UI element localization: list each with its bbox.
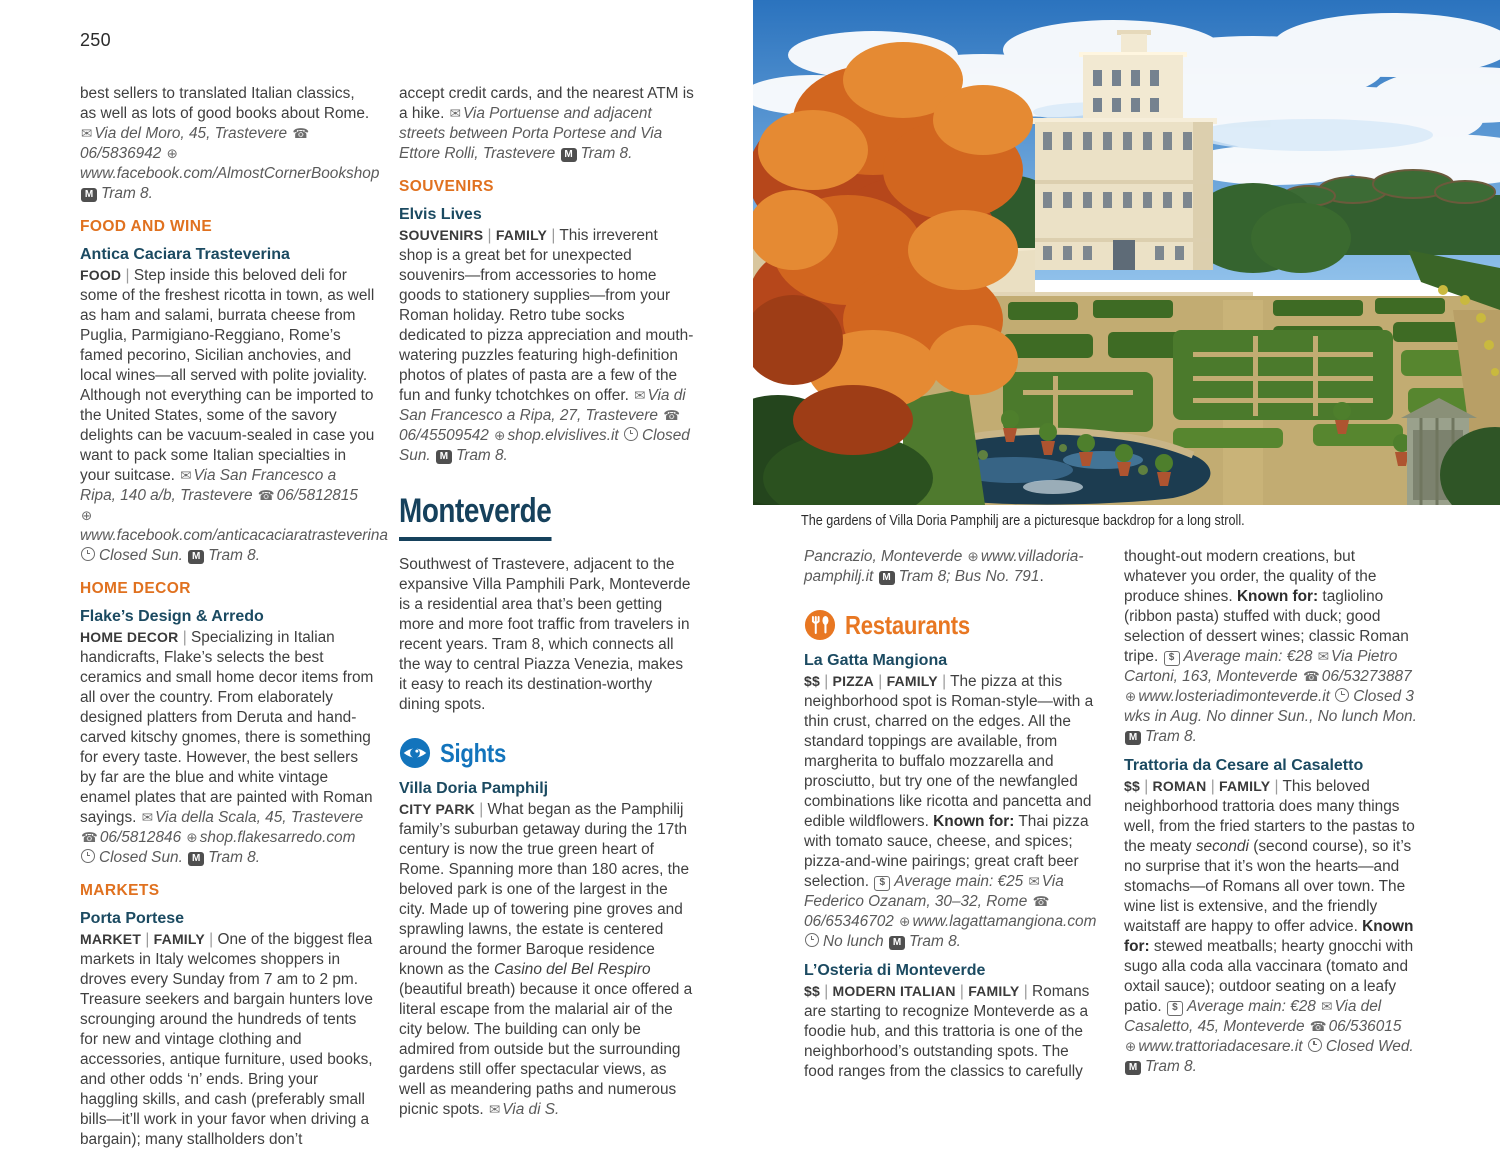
price-icon: $ <box>1164 651 1180 666</box>
text-run: Tram 8. <box>580 145 633 162</box>
text-run: 06/5812815 <box>276 487 358 504</box>
text-run: Via di S. <box>502 1101 560 1118</box>
category-heading: HOME DECOR <box>80 580 191 597</box>
text-run: Via di San Francesco a Ripa, 27, Trastevere <box>399 387 686 424</box>
address-icon: ✉ <box>1321 999 1333 1015</box>
website-icon: ⊕ <box>1125 689 1137 705</box>
text-run: Pancrazio, Monteverde <box>804 548 967 565</box>
text-run: $$ <box>1124 778 1140 794</box>
text-run: The pizza at this neighborhood spot is Roman-style—with a thin crust, charred on the edges. All the standard toppings are available, from margherita to buffalo mozzarella and prosciutto, but try one of the newfangled combinations like ricotta and pancetta and edible wildflowers. <box>804 673 1094 830</box>
metro-icon: M <box>188 852 204 866</box>
text-run: This beloved neighborhood trattoria does many things well, from the fried starters to the pastas to the meaty <box>1124 778 1415 855</box>
text-run: www.facebook.com/anticacaciaratrasteverina <box>80 527 388 544</box>
address-icon: ✉ <box>488 1102 501 1118</box>
text-run: www.facebook.com/AlmostCornerBookshop <box>80 165 380 182</box>
closed-icon <box>805 933 819 947</box>
metro-icon: M <box>1125 731 1141 745</box>
text-run: Tram 8. <box>208 547 261 564</box>
text-run: This irreverent shop is a great bet for unexpected souvenirs—from accessories to home goods to stationery supplies—from your Roman holiday. Retro tube socks dedicated to pizza appreciation and mouth-watering puzzles featuring high-definition photos of plates of pasta are a few of the fun and funky tchotchkes on offer. <box>399 227 694 404</box>
paragraph <box>804 547 1099 587</box>
category-heading: SOUVENIRS <box>399 178 494 195</box>
text-run: Average main: €25 <box>894 873 1028 890</box>
paragraph <box>80 265 388 566</box>
address-icon: ✉ <box>1028 874 1040 890</box>
column-4 <box>1124 547 1419 1077</box>
price-icon: $ <box>1167 1001 1183 1016</box>
text-run: | <box>1206 778 1219 795</box>
paragraph <box>399 84 694 164</box>
address-icon: ✉ <box>81 126 93 142</box>
text-run: Closed Wed. <box>1325 1038 1414 1055</box>
paragraph <box>1124 547 1419 747</box>
text-run: MARKET <box>80 931 142 947</box>
sights-icon <box>399 737 431 769</box>
page-number: 250 <box>80 30 111 50</box>
text-run: Known for: <box>1124 918 1414 955</box>
paragraph <box>80 929 375 1150</box>
website-icon: ⊕ <box>967 549 979 565</box>
closed-icon <box>81 547 95 561</box>
text-run: www.lagattamangiona.com <box>912 913 1097 930</box>
website-icon: ⊕ <box>166 146 178 162</box>
text-run: Via Portuense and adjacent streets between Porta Portese and Via Ettore Rolli, Trastevere <box>399 105 663 162</box>
text-run: www.trattoriadacesare.it <box>1138 1038 1307 1055</box>
category-heading: MARKETS <box>80 882 160 899</box>
metro-icon: M <box>889 936 905 950</box>
text-run: CITY PARK <box>399 801 475 817</box>
text-run: www.losteriadimonteverde.it <box>1138 688 1335 705</box>
column-3 <box>804 547 1099 1082</box>
metro-icon: M <box>879 571 895 585</box>
text-run: . <box>1039 568 1044 585</box>
text-run: 06/5836942 <box>80 145 166 162</box>
address-icon: ✉ <box>449 106 461 122</box>
text-run: Tram 8; Bus No. 791 <box>898 568 1040 585</box>
phone-icon: ☎ <box>663 408 681 424</box>
text-run: Step inside this beloved deli for some of the freshest ricotta in town, as well as ham and salami, burrata cheese from Puglia, Parmigiano-Reggiano, Rome’s famed pecorino, Sicilian anchovies, and local wines—all served with polite joviality. Although not everything can be imported to the United States, some of the savory delights can be vacuum-sealed in case you want to pack some Italian specialties in your suitcase. <box>80 267 375 484</box>
address-icon: ✉ <box>180 468 192 484</box>
section-title: Sights <box>440 737 507 768</box>
metro-icon: M <box>436 450 452 464</box>
text-run: FAMILY <box>495 227 548 243</box>
text-run: Known for: <box>933 813 1015 830</box>
text-run: | <box>1019 983 1033 1000</box>
website-icon: ⊕ <box>81 508 93 524</box>
closed-icon <box>1308 1038 1322 1052</box>
text-run: Average main: €28 <box>1183 648 1317 665</box>
text-run: (second course), so it’s no surprise that it’s won the hearts—and stomachs—of Romans all over town. The wine list is extensive, and the friendly waitstaff are happy to offer advice. <box>1124 838 1412 935</box>
text-run: Closed 3 wks in Aug. No dinner Sun., No lunch Mon. <box>1124 688 1417 725</box>
text-run: | <box>819 673 833 690</box>
section-title: Restaurants <box>845 609 970 640</box>
text-run: 06/45509542 <box>399 427 494 444</box>
text-run: Closed Sun. <box>399 427 690 464</box>
text-run: FAMILY <box>153 931 205 947</box>
listing-name: Flake’s Design & Arredo <box>80 608 264 625</box>
text-run: 06/5812846 <box>99 829 186 846</box>
garden-photo-illustration <box>753 0 1500 505</box>
text-run: No lunch <box>823 933 889 950</box>
text-run: Tram 8. <box>101 185 153 202</box>
paragraph <box>804 671 1099 952</box>
text-run: One of the biggest flea markets in Italy welcomes shoppers in droves every Sunday from 7 am to 2 pm. Treasure seekers and bargain hunters love scrounging around the hundreds of tents for new and vintage clothing and accessories, antique furniture, used books, and other odds ‘n’ ends. Bring your haggling skills, and cash (preferably small bills—it’ll work in your favor when driving a bargain); many stallholders don’t <box>80 931 373 1148</box>
restaurants-icon <box>804 609 836 641</box>
closed-icon <box>1335 688 1349 702</box>
listing-name: Villa Doria Pamphilj <box>399 780 549 797</box>
phone-icon: ☎ <box>81 830 98 846</box>
paragraph <box>80 627 375 868</box>
paragraph <box>804 981 1099 1082</box>
metro-icon: M <box>81 188 97 202</box>
text-run: 06/53273887 <box>1321 668 1412 685</box>
text-run: Tram 8. <box>208 849 261 866</box>
text-run: FAMILY <box>886 673 938 689</box>
address-icon: ✉ <box>1317 649 1329 665</box>
category-heading: FOOD AND WINE <box>80 218 213 235</box>
text-run: | <box>547 227 560 244</box>
text-run: | <box>937 673 951 690</box>
photo-caption: The gardens of Villa Doria Pamphilj are a picturesque backdrop for a long stroll. <box>801 513 1245 529</box>
text-run: FAMILY <box>1219 778 1271 794</box>
area-title-wrap <box>399 492 694 541</box>
text-run: 06/65346702 <box>804 913 899 930</box>
phone-icon: ☎ <box>1032 894 1050 910</box>
text-run: Specializing in Italian handicrafts, Flake’s selects the best ceramics and small home decor items from all over the country. From elaborately designed platters from Deruta and hand-carved kitschy gnomes, there is something for every taste. However, the best sellers by far are the blue and white vintage enamel plates that are painted with Roman sayings. <box>80 629 374 826</box>
text-run: (beautiful breath) because it once offered a literal escape from the malarial air of the city below. The building can only be admired from outside but the surrounding gardens still offer spectacular views, as well as meandering paths and numerous picnic spots. <box>399 981 693 1118</box>
text-run: Closed Sun. <box>99 547 188 564</box>
paragraph <box>80 84 380 204</box>
text-run: Average main: €28 <box>1186 998 1321 1015</box>
text-run: Via del Moro, 45, Trastevere <box>94 125 292 142</box>
text-run: Via San Francesco a Ripa, 140 a/b, Trastevere <box>80 467 337 504</box>
text-run: shop.elvislives.it <box>507 427 623 444</box>
metro-icon: M <box>188 550 204 564</box>
text-run: Via Pietro Cartoni, 163, Monteverde <box>1124 648 1398 685</box>
text-run: Tram 8. <box>1145 728 1197 745</box>
text-run: Known for: <box>1236 588 1319 605</box>
column-1 <box>80 84 388 1150</box>
text-run: | <box>121 267 134 284</box>
text-run: best sellers to translated Italian classics, as well as lots of good books about Rome. <box>80 85 370 122</box>
website-icon: ⊕ <box>899 914 911 930</box>
text-run: thought-out modern creations, but whatever you order, the quality of the produce shines. <box>1124 548 1377 605</box>
text-run: accept credit cards, and the nearest ATM is a hike. <box>399 85 694 122</box>
text-run: MODERN ITALIAN <box>832 983 956 999</box>
paragraph <box>399 555 694 715</box>
listing-name: Antica Caciara Trasteverina <box>80 246 290 263</box>
website-icon: ⊕ <box>1125 1039 1137 1055</box>
text-run: Casino del Bel Respiro <box>493 961 651 978</box>
closed-icon <box>624 427 638 441</box>
address-icon: ✉ <box>141 810 154 826</box>
paragraph <box>399 799 694 1120</box>
phone-icon: ☎ <box>1302 669 1320 685</box>
area-title: Monteverde <box>399 492 551 541</box>
listing-name: Porta Portese <box>80 910 185 927</box>
text-run: secondi <box>1195 838 1249 855</box>
closed-icon <box>81 849 95 863</box>
paragraph <box>399 225 694 466</box>
text-run: | <box>1139 778 1153 795</box>
column-2 <box>399 84 694 1120</box>
text-run: What began as the Pamphilij family’s suburban getaway during the 17th century is now the true green heart of Rome. Spanning more than 180 acres, the beloved park is one of the largest in the city. Made up of towering pine groves and sprawling lawns, the estate is centered around the former Baroque residence known as the <box>399 801 690 978</box>
text-run: SOUVENIRS <box>399 227 484 243</box>
phone-icon: ☎ <box>292 126 310 142</box>
text-run: | <box>178 629 192 646</box>
text-run: | <box>955 983 969 1000</box>
metro-icon: M <box>561 148 577 162</box>
text-run: tagliolino (ribbon pasta) stuffed with duck; good selection of dessert wines; classic Roman tripe. <box>1124 588 1409 665</box>
text-run: Tram 8. <box>455 447 508 464</box>
text-run: Via della Scala, 45, Trastevere <box>155 809 364 826</box>
text-run: www.villadoria-pamphilj.it <box>804 548 1084 585</box>
website-icon: ⊕ <box>494 428 506 444</box>
listing-name: Elvis Lives <box>399 206 482 223</box>
text-run: Southwest of Trastevere, adjacent to the expansive Villa Pamphili Park, Monteverde is a residential area that’s been getting more and more foot traffic from travelers in recent years. Tram 8, which connects all the way to central Piazza Venezia, makes it easy to reach its destination-worthy dining spots. <box>399 556 691 713</box>
paragraph <box>1124 776 1419 1077</box>
text-run: $$ <box>804 673 820 689</box>
text-run: shop.flakesarredo.com <box>199 829 356 846</box>
text-run: stewed meatballs; hearty gnocchi with sugo alla coda alla vaccinara (tomato and oxtail sauce); outdoor seating on a leafy patio. <box>1124 938 1414 1015</box>
text-run: | <box>1270 778 1283 795</box>
text-run: | <box>204 931 218 948</box>
text-run: Thai pizza with tomato sauce, cheese, and spices; pizza-and-wine pairings; great craft beer selection. <box>804 813 1089 890</box>
section-heading-sights <box>399 737 694 769</box>
phone-icon: ☎ <box>1309 1019 1327 1035</box>
text-run: Via del Casaletto, 45, Monteverde <box>1124 998 1382 1035</box>
text-run: 06/536015 <box>1328 1018 1402 1035</box>
text-run: FAMILY <box>968 983 1020 999</box>
phone-icon: ☎ <box>257 488 275 504</box>
website-icon: ⊕ <box>186 830 198 846</box>
section-heading-restaurants <box>804 609 1099 641</box>
listing-name: Trattoria da Cesare al Casaletto <box>1124 757 1364 774</box>
text-run: Closed Sun. <box>99 849 188 866</box>
text-run: Tram 8. <box>1145 1058 1197 1075</box>
text-run: Via Federico Ozanam, 30–32, Rome <box>804 873 1064 910</box>
text-run: HOME DECOR <box>80 629 179 645</box>
price-icon: $ <box>874 876 890 891</box>
text-run: $$ <box>804 983 820 999</box>
villa-doria-pamphilj-photo <box>753 0 1500 505</box>
metro-icon: M <box>1125 1061 1141 1075</box>
listing-name: L’Osteria di Monteverde <box>804 962 986 979</box>
text-run: | <box>141 931 154 948</box>
text-run: | <box>483 227 496 244</box>
address-icon: ✉ <box>634 388 646 404</box>
text-run: ROMAN <box>1152 778 1207 794</box>
text-run: PIZZA <box>832 673 874 689</box>
text-run: | <box>874 673 887 690</box>
text-run: Tram 8. <box>909 933 961 950</box>
text-run: | <box>819 983 833 1000</box>
text-run: | <box>474 801 488 818</box>
listing-name: La Gatta Mangiona <box>804 652 948 669</box>
text-run: FOOD <box>80 267 122 283</box>
text-run: Romans are starting to recognize Monteverde as a foodie hub, and this trattoria is one of the neighborhood’s outstanding spots. The food ranges from the classics to carefully <box>804 983 1090 1080</box>
